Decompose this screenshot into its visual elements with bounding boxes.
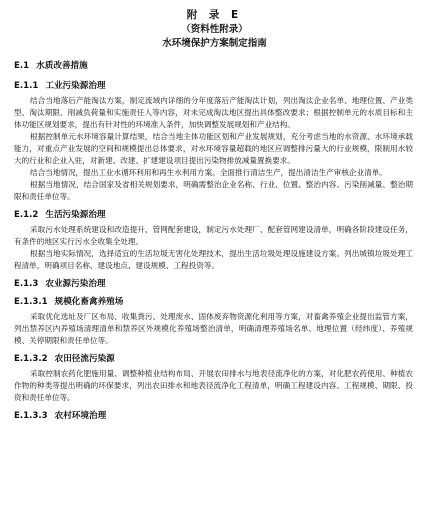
section-title: 农业源污染治理 (45, 279, 106, 289)
title-block (14, 8, 415, 51)
section-title: 水质改善措施 (36, 61, 88, 71)
document-title: 水环境保护方案制定指南 (162, 38, 267, 49)
section-heading-e1 (14, 60, 415, 72)
section-number: E.1.3.1 (14, 297, 48, 307)
paragraph: 采取控制农药化肥施用量、调整种植业结构布局、开展农田排水与地表径流净化的方案，对化肥农药使用、种植农作物的种类等提出明确的环保要求，列出农田排水和地表径流净化工程清单，明确工程建设内容、工程规模、期限、投资和责任单位等。 (14, 369, 413, 402)
section-number: E.1.3.3 (14, 411, 48, 421)
section-title: 农村环境治理 (54, 411, 107, 421)
section-heading-e133 (14, 410, 415, 422)
paragraph: 采取污水处理系统建设和改造提升、管网配套建设，制定污水处理厂、配套管网建设清单，明确各阶段建设任务，有条件的地区实行污水全收集全处理。 (14, 225, 413, 246)
paragraph: 根据控制单元水环境容量计算结果，结合当地主体功能区划和产业发展规划，充分考虑当地的水资源、水环境承载能力，对重点产业发展的空间和规模提出总体要求，对水环境容量超载的地区应调整排污量大的行业规模，限制用水较大的行业和企业入驻，对新建、改建、扩建建设项目提出污染物排放减量置换要求。 (14, 132, 413, 165)
section-heading-e12 (14, 209, 415, 221)
section-title: 农田径流污染源 (54, 354, 115, 364)
paragraph: 根据当地实际情况，选择适宜的生活垃圾无害化处理技术，提出生活垃圾处理设施建设方案。列出城镇垃圾处理工程清单，明确项目名称、建设地点、建设规模、工程投资等。 (14, 249, 413, 270)
paragraph: 采取优化选址及厂区布局、收集粪污、处理废水、固体废弃物资源化利用等方案，对畜禽养殖企业提出监管方案，列出禁养区内养殖场清理清单和禁养区外规模化养殖场整治清单，明确清理养殖场名单、地理位置（经纬度）、养殖规模、关停期限和责任单位等。 (14, 312, 413, 345)
section-heading-e132 (14, 353, 415, 365)
section-heading-e13 (14, 278, 415, 290)
paragraph: 结合当地情况，提出工业水循环利用和再生水利用方案。全面推行清洁生产，提出清洁生产审核企业清单。 (30, 168, 387, 177)
section-number: E.1.1 (14, 81, 39, 91)
section-number: E.1.3 (14, 279, 39, 289)
section-number: E.1 (14, 61, 30, 71)
section-number: E.1.3.2 (14, 354, 48, 364)
paragraph: 根据当地情况，结合国家及省相关规划要求，明确需整治企业名称、行业、位置、整治内容、污染削减量、整治期限和责任单位等。 (14, 180, 413, 201)
section-heading-e11 (14, 80, 415, 92)
section-title: 规模化畜禽养殖场 (54, 297, 124, 307)
appendix-type: （资料性附录） (181, 24, 248, 35)
appendix-label: 附 录 E (186, 9, 243, 21)
section-title: 生活污染源治理 (45, 210, 106, 220)
section-heading-e131 (14, 296, 415, 308)
paragraph: 结合当地落后产能淘汰方案，制定流域内详细的分年度落后产能淘汰计划，列出淘汰企业名单、地理位置、产业类型、淘汰期限、削减负荷量和实施责任人等内容，对未完成淘汰地区提出具体整改要求；根据控制单元的水质目标和主体功能区规划要求，提出有针对性的环境准入条件，加快调整发展规划和产业结构。 (14, 96, 413, 129)
section-number: E.1.2 (14, 210, 39, 220)
section-title: 工业污染源治理 (45, 81, 106, 91)
